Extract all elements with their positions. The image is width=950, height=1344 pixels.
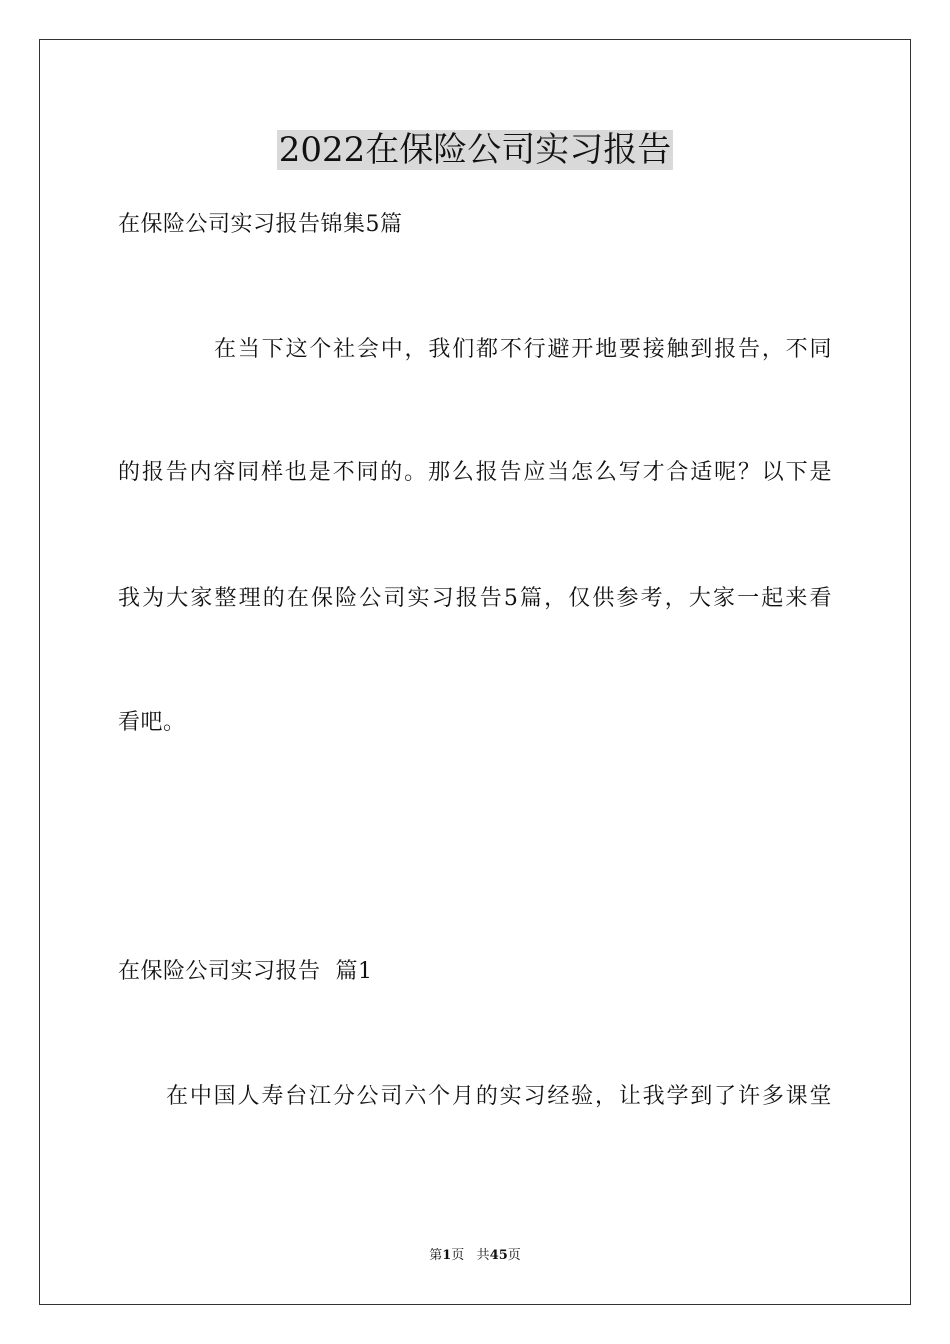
section-line-1: 在中国人寿台江分公司六个月的实习经验，让我学到了许多课堂 bbox=[166, 1084, 832, 1109]
intro-line-2: 的报告内容同样也是不同的。那么报告应当怎么写才合适呢？以下是 bbox=[118, 460, 832, 485]
footer-page-suffix: 页 bbox=[451, 1248, 465, 1263]
footer-total-pages: 45 bbox=[489, 1248, 508, 1263]
footer-page-number: 1 bbox=[442, 1248, 452, 1263]
document-title-text: 2022在保险公司实习报告 bbox=[278, 130, 672, 170]
footer-total-suffix: 页 bbox=[507, 1248, 521, 1263]
footer-page-prefix: 第 bbox=[429, 1248, 443, 1263]
intro-line-4: 看吧。 bbox=[118, 710, 186, 735]
footer-total-prefix: 共 bbox=[476, 1248, 490, 1263]
document-subtitle: 在保险公司实习报告锦集5篇 bbox=[118, 212, 403, 237]
document-title bbox=[0, 125, 950, 175]
page-footer bbox=[0, 1246, 950, 1266]
intro-line-3: 我为大家整理的在保险公司实习报告5篇，仅供参考，大家一起来看 bbox=[118, 586, 832, 611]
section-heading: 在保险公司实习报告 篇1 bbox=[118, 959, 373, 984]
intro-line-1: 在当下这个社会中，我们都不行避开地要接触到报告，不同 bbox=[214, 337, 832, 362]
